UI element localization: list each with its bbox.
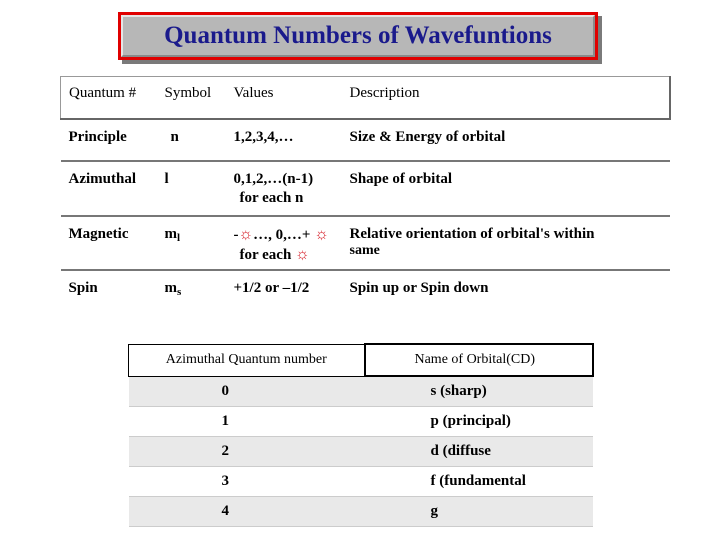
- row-name: Azimuthal: [61, 161, 159, 216]
- sun-icon: ☼: [295, 245, 310, 263]
- orbital-number: 3: [129, 466, 365, 496]
- sun-icon: ☼: [238, 225, 254, 243]
- row-name: Magnetic: [61, 216, 159, 270]
- row-description: [346, 216, 671, 270]
- row-symbol: [159, 119, 229, 161]
- symbol-text: l: [164, 170, 169, 187]
- symbol-text: m: [164, 225, 177, 242]
- values-line2-text: for each: [239, 246, 292, 263]
- quantum-numbers-table: [60, 76, 671, 304]
- header-azimuthal-number: Azimuthal Quantum number: [129, 344, 365, 376]
- row-name: Spin: [68, 279, 98, 296]
- orbital-name: d (diffuse: [365, 436, 594, 466]
- orbital-number: 4: [129, 496, 365, 526]
- symbol-subscript: l: [177, 231, 181, 244]
- header-values: Values: [229, 77, 346, 119]
- orbital-number: 0: [129, 376, 365, 406]
- table-row: [129, 406, 594, 436]
- header-orbital-name: Name of Orbital(CD): [365, 344, 594, 376]
- page-title: Quantum Numbers of Wavefuntions: [121, 15, 595, 57]
- orbital-name: p (principal): [365, 406, 594, 436]
- row-description: Spin up or Spin down: [349, 279, 489, 296]
- row-symbol: [159, 216, 229, 270]
- table-row: [61, 161, 671, 216]
- orbital-name: g: [365, 496, 594, 526]
- table-row: [129, 496, 594, 526]
- orbital-name: f (fundamental: [365, 466, 594, 496]
- symbol-subscript: s: [177, 285, 182, 298]
- orbital-names-table: [128, 343, 594, 527]
- row-values: [229, 216, 346, 270]
- values-line1: -☼…, 0,…+ ☼: [233, 225, 329, 243]
- table-row: [61, 270, 671, 304]
- row-symbol: [159, 270, 229, 304]
- table-row: [129, 466, 594, 496]
- orbital-number: 1: [129, 406, 365, 436]
- description-line2: same: [349, 242, 380, 258]
- header-description: Description: [346, 77, 671, 119]
- row-values: +1/2 or –1/2: [233, 279, 310, 296]
- table-row: [129, 436, 594, 466]
- orbital-name: s (sharp): [365, 376, 594, 406]
- row-values: 1,2,3,4,…: [229, 119, 346, 161]
- table-row: [129, 376, 594, 406]
- row-description: Shape of orbital: [346, 161, 671, 216]
- description-line1: Relative orientation of orbital's within: [349, 225, 595, 242]
- orbital-number: 2: [129, 436, 365, 466]
- values-line2: for each n: [239, 189, 304, 206]
- symbol-text: n: [170, 128, 179, 145]
- header-quantum: Quantum #: [61, 77, 159, 119]
- values-line1: 0,1,2,…(n-1): [233, 170, 314, 187]
- row-values: [229, 161, 346, 216]
- row-description: Size & Energy of orbital: [346, 119, 671, 161]
- orbital-header-row: [129, 344, 594, 376]
- row-symbol: [159, 161, 229, 216]
- symbol-text: m: [164, 279, 177, 296]
- sun-icon: ☼: [314, 225, 329, 243]
- row-name: Principle: [61, 119, 159, 161]
- table-header-row: [61, 77, 671, 119]
- header-symbol: Symbol: [159, 77, 229, 119]
- table-row: [61, 216, 671, 270]
- values-line2: [234, 246, 346, 264]
- title-banner: [118, 12, 598, 60]
- table-row: [61, 119, 671, 161]
